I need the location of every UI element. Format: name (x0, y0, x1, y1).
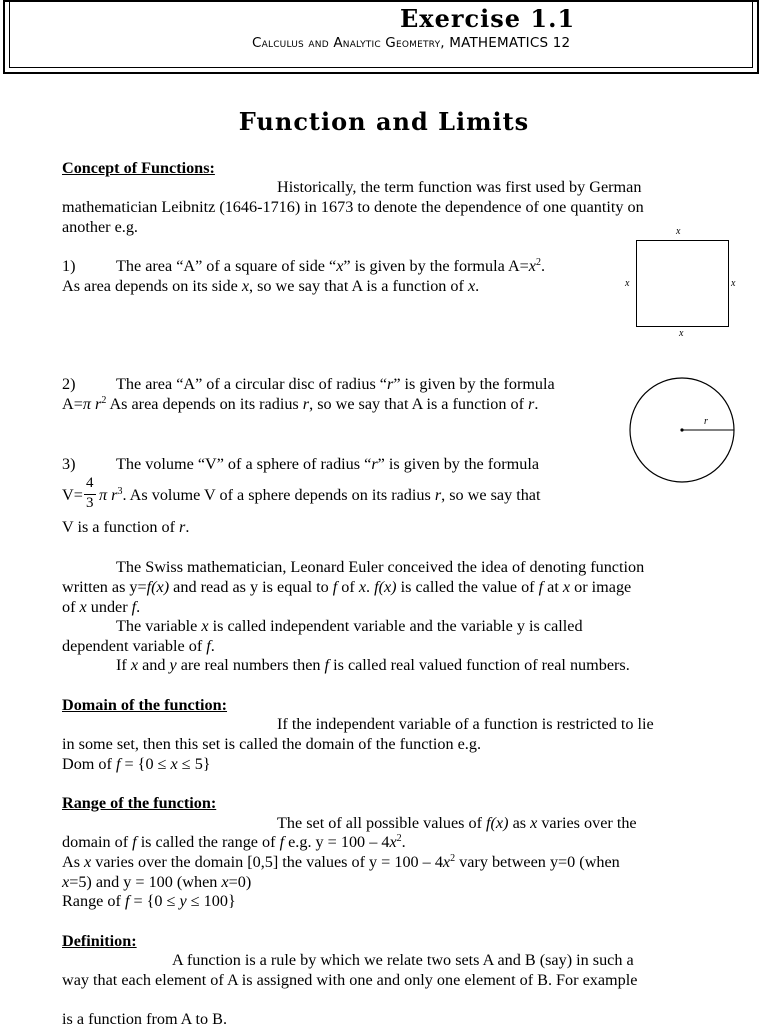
definition-heading: Definition: (62, 932, 137, 950)
range-line3: As x varies over the domain [0,5] the values of $y = 100 - 4x^2$ vary between y=0 (when (62, 853, 620, 871)
item2-line2: A=π $r^2$ As area depends on its radius r, so we say that A is a function of r. (62, 395, 539, 413)
concept-intro-line3: another e.g. (62, 218, 138, 236)
item1-line1: The area “A” of a square of side “x” is given by the formula $A=x^2$. (116, 257, 545, 275)
fraction-denominator: 3 (86, 495, 94, 511)
euler-p1-line3: of x under f. (62, 598, 141, 616)
range-line2: domain of f is called the range of f e.g. $y = 100 - 4x^2$. (62, 833, 406, 851)
range-line5: Range of f = {0 ≤ y ≤ 100} (62, 892, 236, 910)
concept-intro-line1: Historically, the term function was first used by German (277, 178, 642, 196)
euler-p3-line1: If x and y are real numbers then f is called real valued function of real numbers. (116, 656, 630, 674)
euler-p1-line2: written as y=f(x) and read as y is equal to f of x. f(x) is called the value of f at x or image (62, 578, 632, 596)
item3-line3: V is a function of r. (62, 518, 190, 536)
concept-intro-line2: mathematician Leibnitz (1646-1716) in 1673 to denote the dependence of one quantity on (62, 198, 644, 216)
definition-line1: A function is a rule by which we relate two sets A and B (say) in such a (172, 951, 634, 969)
range-line4: x=5) and y = 100 (when x=0) (62, 873, 252, 891)
item3-v-equals: V= (62, 486, 83, 504)
euler-p2-line2: dependent variable of f. (62, 637, 215, 655)
domain-line3: Dom of f = {0 ≤ x ≤ 5} (62, 755, 211, 773)
item3-line2: π $r^3$. As volume V of a sphere depends on its radius r, so we say that (99, 486, 541, 504)
domain-line2: in some set, then this set is called the domain of the function e.g. (62, 735, 481, 753)
exercise-title: Exercise 1.1 (400, 4, 576, 33)
square-label-bottom: x (679, 328, 684, 339)
definition-line2: way that each element of A is assigned with one and only one element of B. For example (62, 971, 638, 989)
item2-line1: The area “A” of a circular disc of radius “r” is given by the formula (116, 375, 555, 393)
domain-heading: Domain of the function: (62, 696, 228, 714)
square-label-top: x (676, 226, 681, 237)
circle-diagram (628, 377, 738, 483)
item3-number: 3) (62, 455, 76, 473)
euler-p1-line1: The Swiss mathematician, Leonard Euler conceived the idea of denoting function (116, 558, 645, 576)
concept-heading: Concept of Functions: (62, 159, 215, 177)
item1-number: 1) (62, 257, 76, 275)
domain-line1: If the independent variable of a function is restricted to lie (277, 715, 654, 733)
item2-number: 2) (62, 375, 76, 393)
circle-radius-label: r (704, 416, 708, 427)
euler-p2-line1: The variable x is called independent variable and the variable y is called (116, 617, 583, 635)
item3-line1: The volume “V” of a sphere of radius “r” is given by the formula (116, 455, 540, 473)
exercise-subtitle: Calculus and Analytic Geometry, MATHEMATICS 12 (252, 35, 571, 51)
square-diagram (636, 240, 731, 328)
definition-line3: is a function from A to B. (62, 1010, 228, 1028)
square-label-left: x (625, 278, 630, 289)
range-heading: Range of the function: (62, 794, 217, 812)
fraction-numerator: 4 (86, 475, 94, 491)
square-label-right: x (731, 278, 736, 289)
range-line1: The set of all possible values of f(x) as x varies over the (277, 814, 637, 832)
page-title: Function and Limits (238, 107, 530, 136)
item1-line2: As area depends on its side x, so we say that A is a function of x. (62, 277, 480, 295)
